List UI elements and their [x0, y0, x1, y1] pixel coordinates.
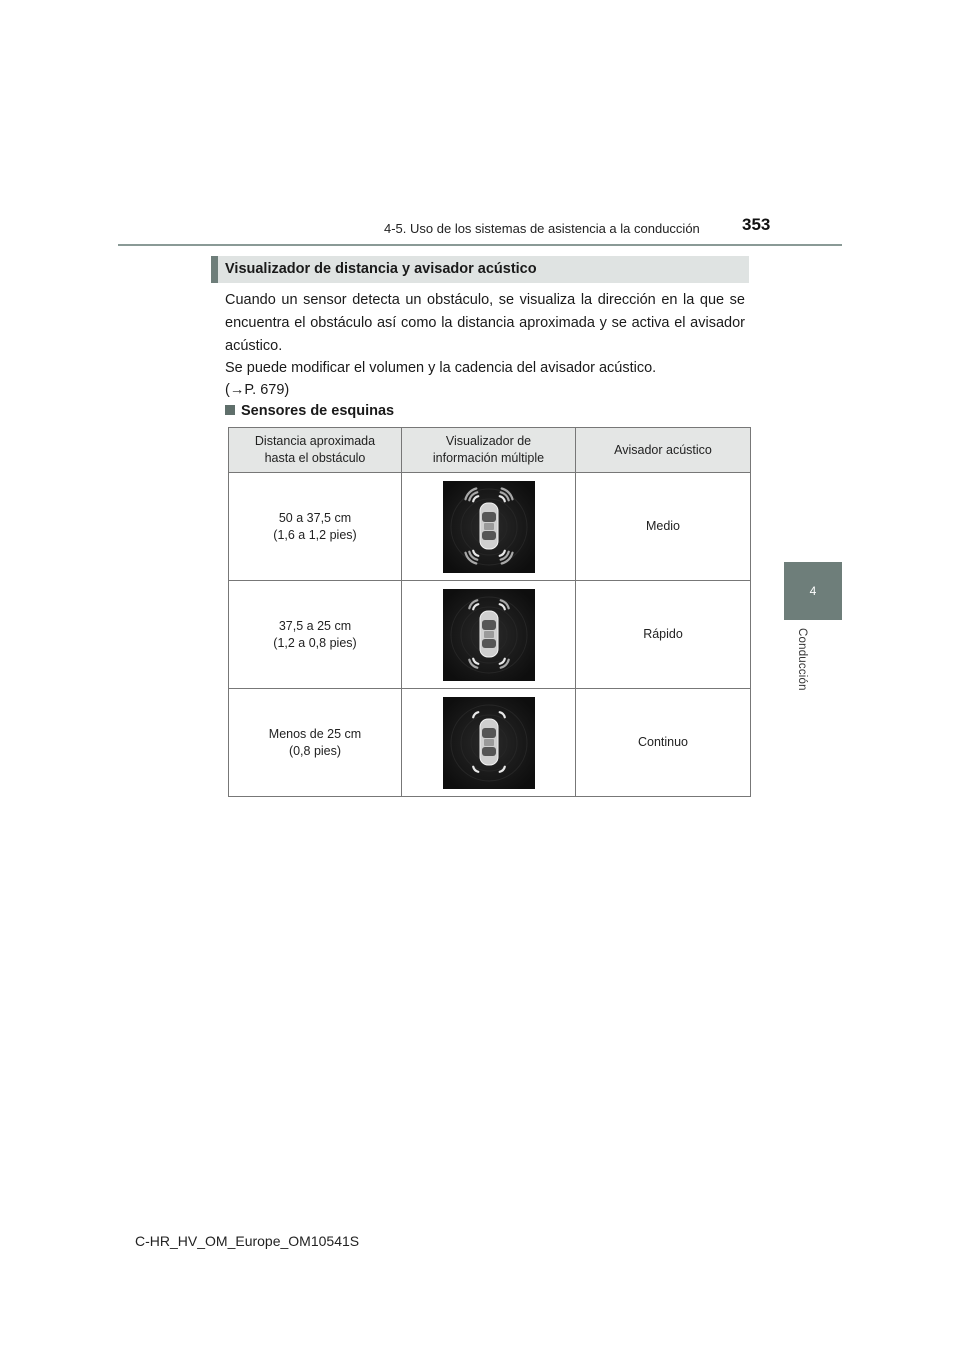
distance-cell: 37,5 a 25 cm (1,2 a 0,8 pies): [229, 581, 402, 689]
display-cell: [402, 473, 576, 581]
section-title: Visualizador de distancia y avisador acústico: [211, 256, 749, 283]
header-distance: Distancia aproximada hasta el obstáculo: [229, 428, 402, 473]
chapter-label: Conducción: [796, 628, 808, 691]
distance-cell: 50 a 37,5 cm (1,6 a 1,2 pies): [229, 473, 402, 581]
display-cell: [402, 689, 576, 797]
chapter-tab: 4: [784, 562, 842, 620]
table-header-row: [229, 428, 751, 473]
display-cell: [402, 581, 576, 689]
table-row: [229, 581, 751, 689]
header-buzzer: Avisador acústico: [576, 428, 751, 473]
header-display: Visualizador de información múltiple: [402, 428, 576, 473]
page-reference: (→P. 679): [225, 382, 290, 398]
header-divider: [118, 244, 842, 246]
buzzer-cell: Continuo: [576, 689, 751, 797]
square-bullet-icon: [225, 405, 235, 415]
running-header: 4-5. Uso de los sistemas de asistencia a la conducción: [384, 221, 700, 236]
buzzer-cell: Rápido: [576, 581, 751, 689]
parking-sensor-display-icon: [443, 697, 535, 789]
parking-sensor-display-icon: [443, 481, 535, 573]
table-row: [229, 473, 751, 581]
page-number: 353: [742, 215, 771, 234]
intro-paragraph: Cuando un sensor detecta un obstáculo, se visualiza la dirección en la que se encuentra el obstáculo así como la distancia aproximada y se activa el avisador acústico.: [225, 292, 745, 354]
table-row: [229, 689, 751, 797]
distance-cell: Menos de 25 cm (0,8 pies): [229, 689, 402, 797]
volume-paragraph: Se puede modificar el volumen y la cadencia del avisador acústico.: [225, 360, 657, 376]
document-code: C-HR_HV_OM_Europe_OM10541S: [135, 1233, 360, 1249]
distance-table: [228, 427, 751, 797]
parking-sensor-display-icon: [443, 589, 535, 681]
subheading-text: Sensores de esquinas: [241, 403, 395, 419]
buzzer-cell: Medio: [576, 473, 751, 581]
subheading: [225, 403, 394, 419]
